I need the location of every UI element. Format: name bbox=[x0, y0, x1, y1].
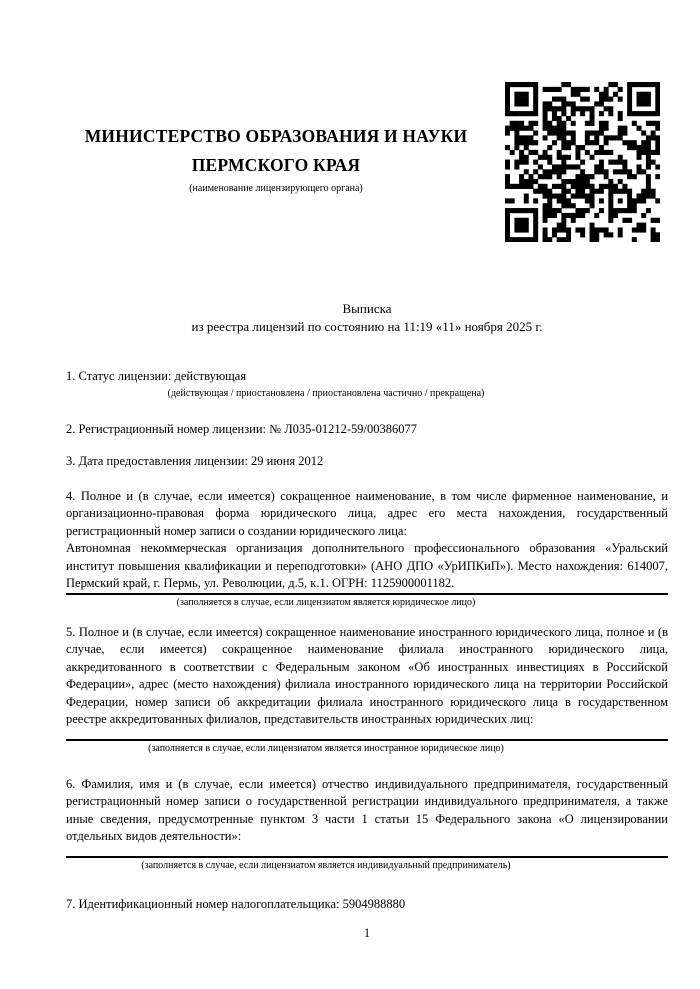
page-number: 1 bbox=[363, 926, 371, 940]
item-4-answer: Автономная некоммерческая организация дополнительного профессионального образования «Уральский институт повышения квалификации и переподготовки» (АНО ДПО «УрИПКиП»). Место нахождения: 614007, Пермский край, г. Пермь, ул. Революции, д.5, к.1. ОГРН: 1125900001182. bbox=[66, 540, 668, 595]
item-5-foreign-legal-entity bbox=[66, 624, 668, 755]
item-1-caption: (действующая / приостановлена / приостановлена частично / прекращена) bbox=[167, 387, 485, 399]
item-5-fill-in-line bbox=[66, 729, 668, 741]
document-title-line2: из реестра лицензий по состоянию на 11:19 «11» ноября 2025 г. bbox=[191, 318, 543, 334]
document-title bbox=[66, 300, 668, 335]
item-6-text: 6. Фамилия, имя и (в случае, если имеется) отчество индивидуального предпринимателя, государственный регистрационный номер записи о государственной регистрации индивидуального предпринимателя, а также иные сведения, предусмотренные пунктом 3 части 1 статьи 15 Федерального закона «О лицензировании отдельных видов деятельности»: bbox=[66, 776, 668, 843]
item-4-legal-entity-name bbox=[66, 488, 668, 609]
item-1-license-status bbox=[66, 368, 668, 400]
qr-code bbox=[505, 82, 660, 242]
item-3-text: 3. Дата предоставления лицензии: 29 июня 2012 bbox=[66, 454, 324, 468]
item-5-text: 5. Полное и (в случае, если имеется) сокращенное наименование иностранного юридического лица, полное и (в случае, если имеется) сокращенное наименование филиала иностранного юридического лица, аккредитованного в соответствии с Федеральным законом «Об иностранных инвестициях в Российской Федерации», адрес (место нахождения) филиала иностранного юридического лица на территории Российской Федерации, номер записи об аккредитации филиала иностранного юридического лица в государственном реестре аккредитованных филиалов, представительств иностранных юридических лиц: bbox=[66, 624, 668, 726]
ministry-name-line2: ПЕРМСКОГО КРАЯ bbox=[191, 155, 361, 175]
item-4-caption: (заполняется в случае, если лицензиатом является юридическое лицо) bbox=[176, 596, 476, 608]
item-2-text: 2. Регистрационный номер лицензии: № Л035-01212-59/00386077 bbox=[66, 421, 417, 436]
item-7-text: 7. Идентификационный номер налогоплательщика: 5904988880 bbox=[66, 896, 406, 911]
item-4-text: 4. Полное и (в случае, если имеется) сокращенное наименование, в том числе фирменное наименование, и организационно-правовая форма юридического лица, адрес его места нахождения, государственный регистрационный номер записи о создании юридического лица: bbox=[66, 488, 668, 538]
document-body bbox=[66, 300, 668, 913]
item-7-taxpayer-id bbox=[66, 896, 668, 914]
ministry-caption: (наименование лицензирующего органа) bbox=[189, 183, 363, 194]
item-1-text: 1. Статус лицензии: действующая bbox=[66, 369, 247, 383]
item-6-fill-in-line bbox=[66, 846, 668, 858]
licensing-authority-block bbox=[66, 122, 486, 195]
document-title-line1: Выписка bbox=[342, 301, 392, 316]
item-3-license-date bbox=[66, 453, 668, 471]
item-5-caption: (заполняется в случае, если лицензиатом является иностранное юридическое лицо) bbox=[148, 742, 504, 754]
page-footer bbox=[66, 925, 668, 942]
item-6-individual-entrepreneur bbox=[66, 776, 668, 872]
ministry-name-line1: МИНИСТЕРСТВО ОБРАЗОВАНИЯ И НАУКИ bbox=[84, 126, 468, 146]
item-6-caption: (заполняется в случае, если лицензиатом является индивидуальный предприниматель) bbox=[141, 859, 511, 871]
item-2-registration-number bbox=[66, 421, 668, 439]
